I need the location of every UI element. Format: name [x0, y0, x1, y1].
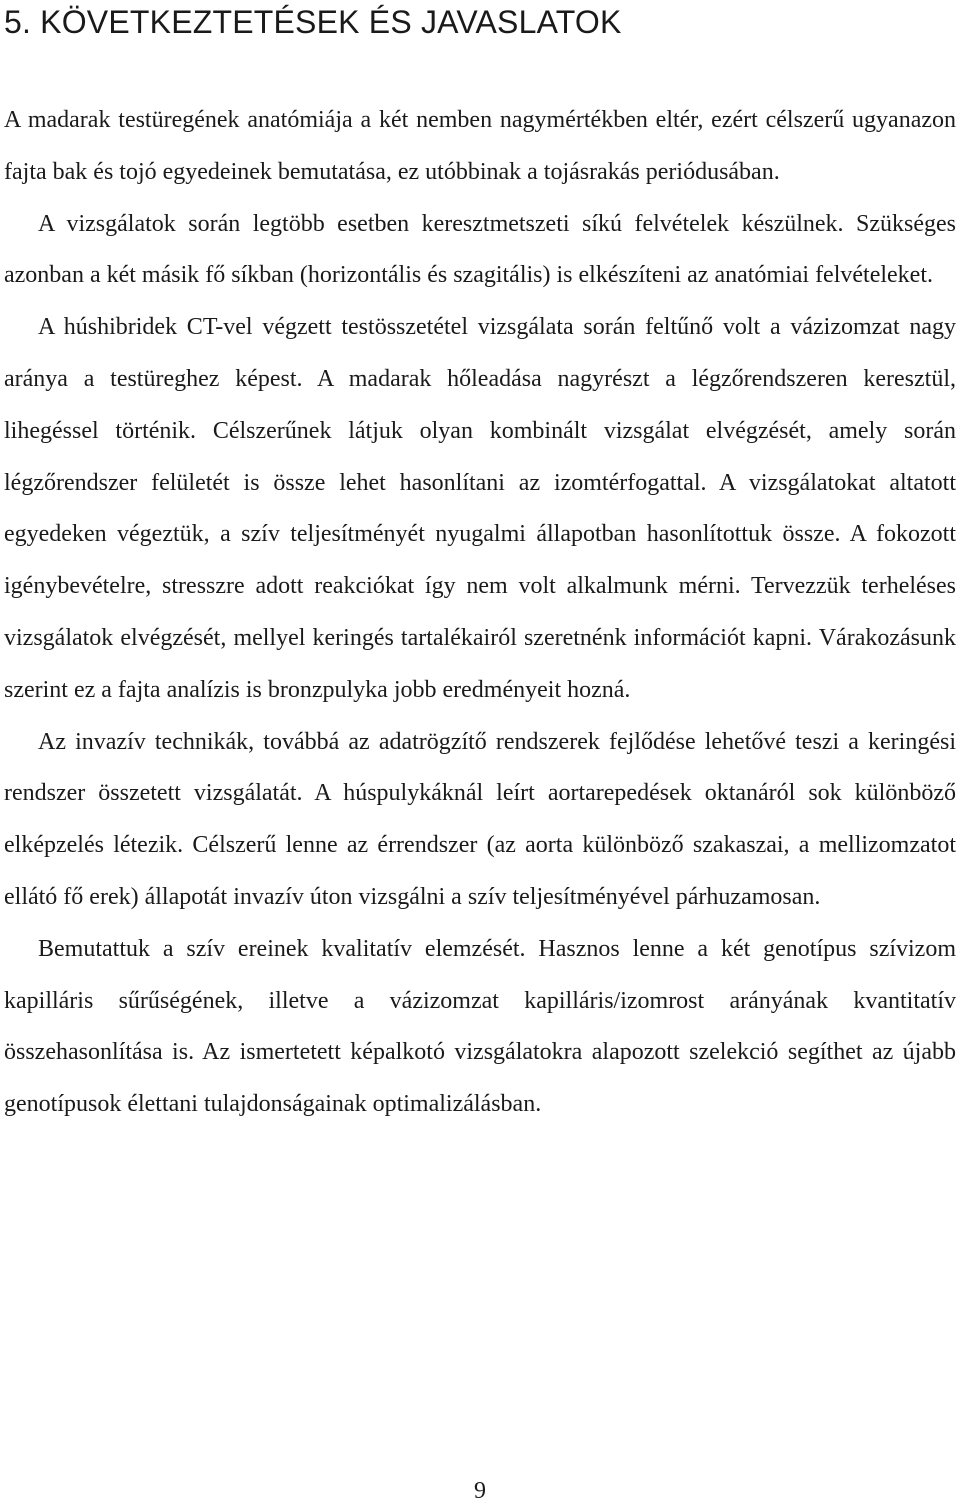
paragraph-2: A vizsgálatok során legtöbb esetben keresztmetszeti síkú felvételek készülnek. Szükséges azonban a két másik fő síkban (horizontális és szagitális) is elkészíteni az anatómiai felvételeket.	[4, 210, 956, 289]
body-text	[4, 95, 956, 1131]
paragraph-1: A madarak testüregének anatómiája a két nemben nagymértékben eltér, ezért célszerű ugyanazon fajta bak és tojó egyedeinek bemutatása, ez utóbbinak a tojásrakás periódusában.	[4, 107, 956, 185]
document-page	[4, 0, 956, 1131]
section-heading: 5. KÖVETKEZTETÉSEK ÉS JAVASLATOK	[4, 4, 622, 40]
paragraph-3: A húshibridek CT-vel végzett testösszetétel vizsgálata során feltűnő volt a vázizomzat nagy aránya a testüreghez képest. A madarak hőleadása nagyrészt a légzőrendszeren keresztül, lihegéssel történik. Célszerűnek látjuk olyan kombinált vizsgálat elvégzését, amely során légzőrendszer felületét is össze lehet hasonlítani az izomtérfogattal. A vizsgálatokat altatott egyedeken végeztük, a szív teljesítményét nyugalmi állapotban hasonlítottuk össze. A fokozott igénybevételre, stresszre adott reakciókat így nem volt alkalmunk mérni. Tervezzük terheléses vizsgálatok elvégzését, mellyel keringés tartalékairól szeretnénk információt kapni. Várakozásunk szerint ez a fajta analízis is bronzpulyka jobb eredményeit hozná.	[4, 314, 956, 703]
paragraph-4: Az invazív technikák, továbbá az adatrögzítő rendszerek fejlődése lehetővé teszi a keringési rendszer összetett vizsgálatát. A húspulykáknál leírt aortarepedések oktanáról sok különböző elképzelés létezik. Célszerű lenne az érrendszer (az aorta különböző szakaszai, a mellizomzatot ellátó fő erek) állapotát invazív úton vizsgálni a szív teljesítményével párhuzamosan.	[4, 728, 956, 910]
page-number: 9	[474, 1478, 486, 1504]
paragraph-5: Bemutattuk a szív ereinek kvalitatív elemzését. Hasznos lenne a két genotípus szívizom kapilláris sűrűségének, illetve a vázizomzat kapilláris/izomrost arányának kvantitatív összehasonlítása is. Az ismertetett képalkotó vizsgálatokra alapozott szelekció segíthet az újabb genotípusok élettani tulajdonságainak optimalizálásban.	[4, 935, 956, 1118]
